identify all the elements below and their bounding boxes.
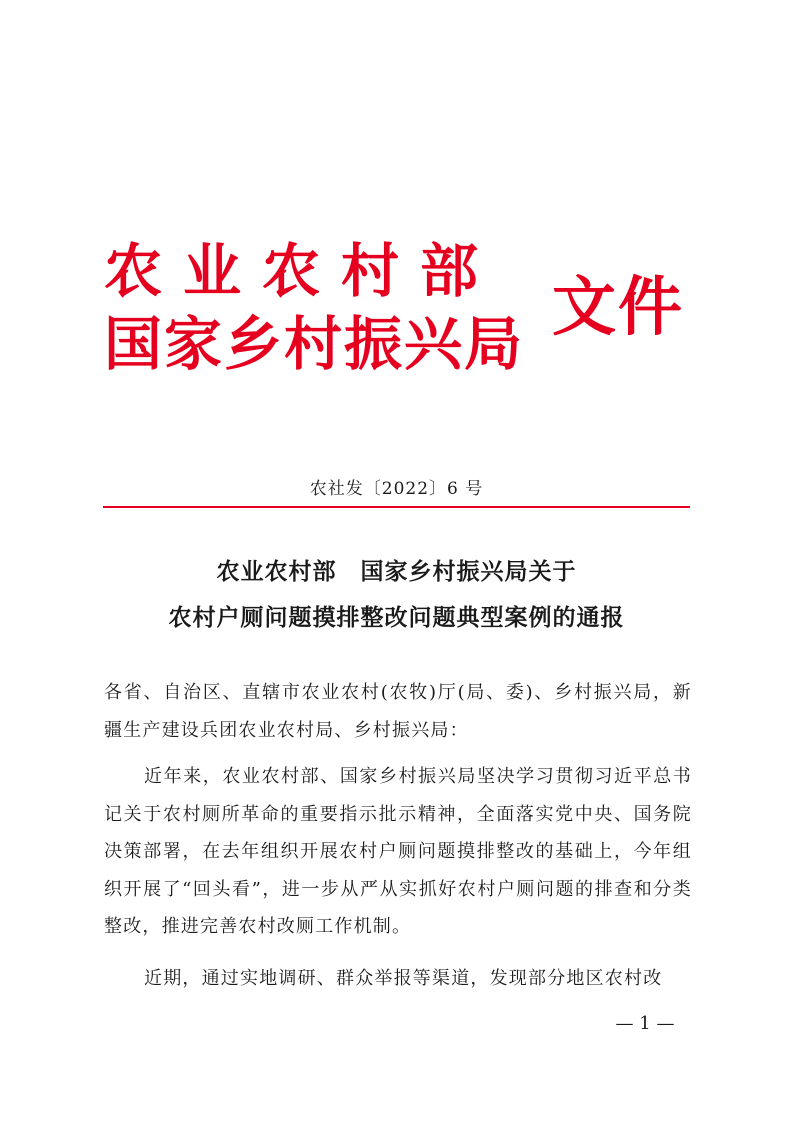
- issuing-authority-1: 农业农村部: [104, 237, 500, 305]
- document-title-line-1: 农业农村部 国家乡村振兴局关于: [216, 559, 577, 585]
- page-number: — 1 —: [615, 1013, 675, 1034]
- document-type-label: 文件: [552, 271, 684, 345]
- addressee-paragraph: 各省、自治区、直辖市农业农村(农牧)厅(局、委)、乡村振兴局，新疆生产建设兵团农业农村局、乡村振兴局：: [104, 682, 692, 741]
- body-paragraph-2: 近期，通过实地调研、群众举报等渠道，发现部分地区农村改: [144, 968, 663, 989]
- document-title-line-2: 农村户厕问题摸排整改问题典型案例的通报: [168, 605, 625, 631]
- document-number: 农社发〔2022〕6 号: [309, 479, 484, 499]
- red-separator-line: [103, 506, 690, 508]
- issuing-authority-2: 国家乡村振兴局: [104, 310, 525, 378]
- body-paragraph-1: 近年来，农业农村部、国家乡村振兴局坚决学习贯彻习近平总书记关于农村厕所革命的重要指示批示精神，全面落实党中央、国务院决策部署，在去年组织开展农村户厕问题摸排整改的基础上，今年组织开展了“回头看”，进一步从严从实抓好农村户厕问题的排查和分类整改，推进完善农村改厕工作机制。: [104, 766, 692, 937]
